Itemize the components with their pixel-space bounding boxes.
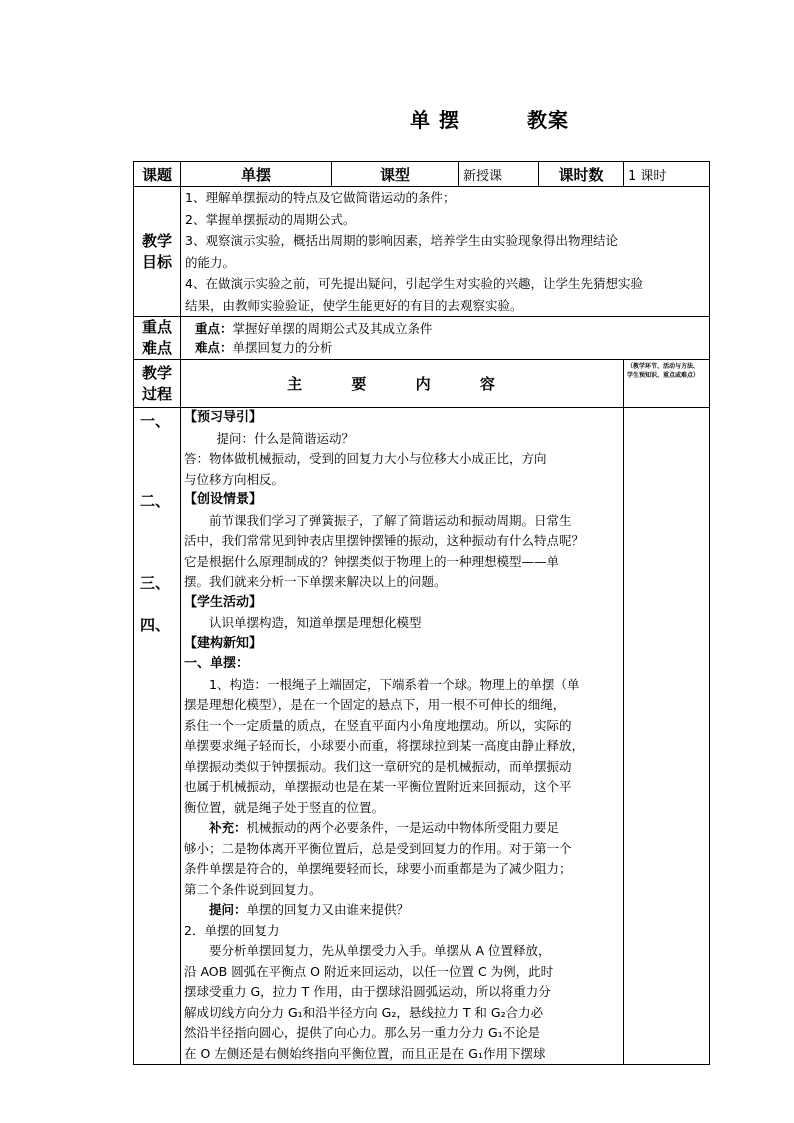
process-body-row — [134, 408, 710, 1065]
goals-label: 教学 目标 — [134, 187, 181, 317]
keys-content — [181, 317, 710, 360]
goal-item: 4、在做演示实验之前，可先提出疑问，引起学生对实验的兴趣，让学生先猜想实验 — [185, 276, 643, 291]
type-value: 新授课 — [459, 162, 539, 187]
section-heading: 【预习导引】 — [184, 410, 263, 425]
lesson-plan-table — [133, 161, 710, 1065]
side-note: （教学环节、活动与方法、 学生预知识、重点或难点） — [624, 360, 710, 408]
goal-item: 1、理解单摆振动的特点及它做简谐运动的条件； — [185, 190, 456, 205]
step-marker: 一、 — [140, 412, 171, 430]
step-markers — [134, 408, 181, 1065]
type-label: 课型 — [332, 162, 459, 187]
goal-item: 的能力。 — [185, 254, 236, 270]
step-marker: 二、 — [140, 492, 171, 510]
process-label: 教学 过程 — [134, 360, 181, 408]
section-heading: 【建构新知】 — [184, 635, 263, 651]
difficulty-label: 难点： — [195, 340, 233, 355]
key-point-label: 重点： — [195, 321, 233, 336]
goal-item: 2、掌握单摆振动的周期公式。 — [185, 211, 356, 227]
hours-value: 1 课时 — [624, 162, 710, 187]
goals-row — [134, 187, 710, 317]
goals-content — [181, 187, 710, 317]
goal-item: 3、观察演示实验，概括出周期的影响因素，培养学生由实验现象得出物理结论 — [185, 233, 618, 248]
side-notes-column — [624, 408, 710, 1065]
key-point-text: 掌握好单摆的周期公式及其成立条件 — [232, 321, 433, 336]
step-marker: 四、 — [140, 616, 171, 634]
hours-label: 课时数 — [539, 162, 624, 187]
subsection-heading: 一、单摆： — [184, 656, 250, 671]
topic-value: 单摆 — [181, 162, 332, 187]
process-header-row — [134, 360, 710, 408]
step-marker: 三、 — [140, 574, 171, 592]
difficulty-text: 单摆回复力的分析 — [232, 340, 333, 355]
goal-item: 结果，由教师实验验证，使学生能更好的有目的去观察实验。 — [185, 297, 523, 313]
subsection-heading: 2．单摆的回复力 — [184, 922, 280, 938]
title-part1: 单 摆 — [410, 108, 460, 132]
title-part2: 教案 — [527, 108, 569, 132]
section-heading: 【学生活动】 — [184, 594, 263, 610]
supplement-label: 补充： — [209, 820, 247, 835]
section-heading: 【创设情景】 — [184, 492, 263, 507]
keys-row — [134, 317, 710, 360]
question-label: 提问： — [209, 902, 247, 917]
topic-label: 课题 — [134, 162, 181, 187]
header-row — [134, 162, 710, 187]
main-content-title: 主 要 内 容 — [181, 360, 624, 408]
main-content: 【预习导引】 提问：什么是简谐运动？ 答：物体做机械振动，受到的回复力大小与位移大小成正比，方向 与位移方向相反。 【创设情景】 前节课我们学习了弹簧振子，了解了简谐运动和振动周期。日常生 活中，我们常常见到钟表店里摆钟摆锤的振动，这种振动有什么特点呢？ 它是根据什么原理制成的？钟摆类似于物理上的一种理想模型——单 摆。我们就来分析一下单摆来解决以上的问题。 【学生活动】 认识单摆构造，知道单摆是理想化模型 【建构新知】 一、单摆： 1、构造：一根绳子上端固定，下端系着一个球。物理上的单摆（单 摆是理想化模型），是在一个固定的悬点下，用一根不可伸长的细绳， 系住一个一定质量的质点，在竖直平面内小角度地摆动。所以，实际的 单摆要求绳子轻而长，小球要小而重，将摆球拉到某一高度由静止释放， 单摆振动类似于钟摆振动。我们这一章研究的是机械振动，而单摆振动 也属于机械振动，单摆振动也是在某一平衡位置附近来回振动，这个平 衡位置，就是绳子处于竖直的位置。 补充：机械振动的两个必要条件，一是运动中物体所受阻力要足 够小；二是物体离开平衡位置后，总是受到回复力的作用。对于第一个 条件单摆是符合的，单摆绳要轻而长，球要小而重都是为了减少阻力； 第二个条件说到回复力。 提问：单摆的回复力又由谁来提供？ 2．单摆的回复力 要分析单摆回复力，先从单摆受力入手。单摆从 A 位置释放， 沿 AOB 圆弧在平衡点 O 附近来回运动，以任一位置 C 为例，此时 摆球受重力 G，拉力 T 作用，由于摆球沿圆弧运动，所以将重力分 解成切线方向分力 G₁和沿半径方向 G₂，悬线拉力 T 和 G₂合力必 然沿半径指向圆心，提供了向心力。那么另一重力分力 G₁不论是 在 O 左侧还是右侧始终指向平衡位置，而且正是在 G₁作用下摆球 — [181, 408, 624, 1065]
keys-label: 重点 难点 — [134, 317, 181, 360]
